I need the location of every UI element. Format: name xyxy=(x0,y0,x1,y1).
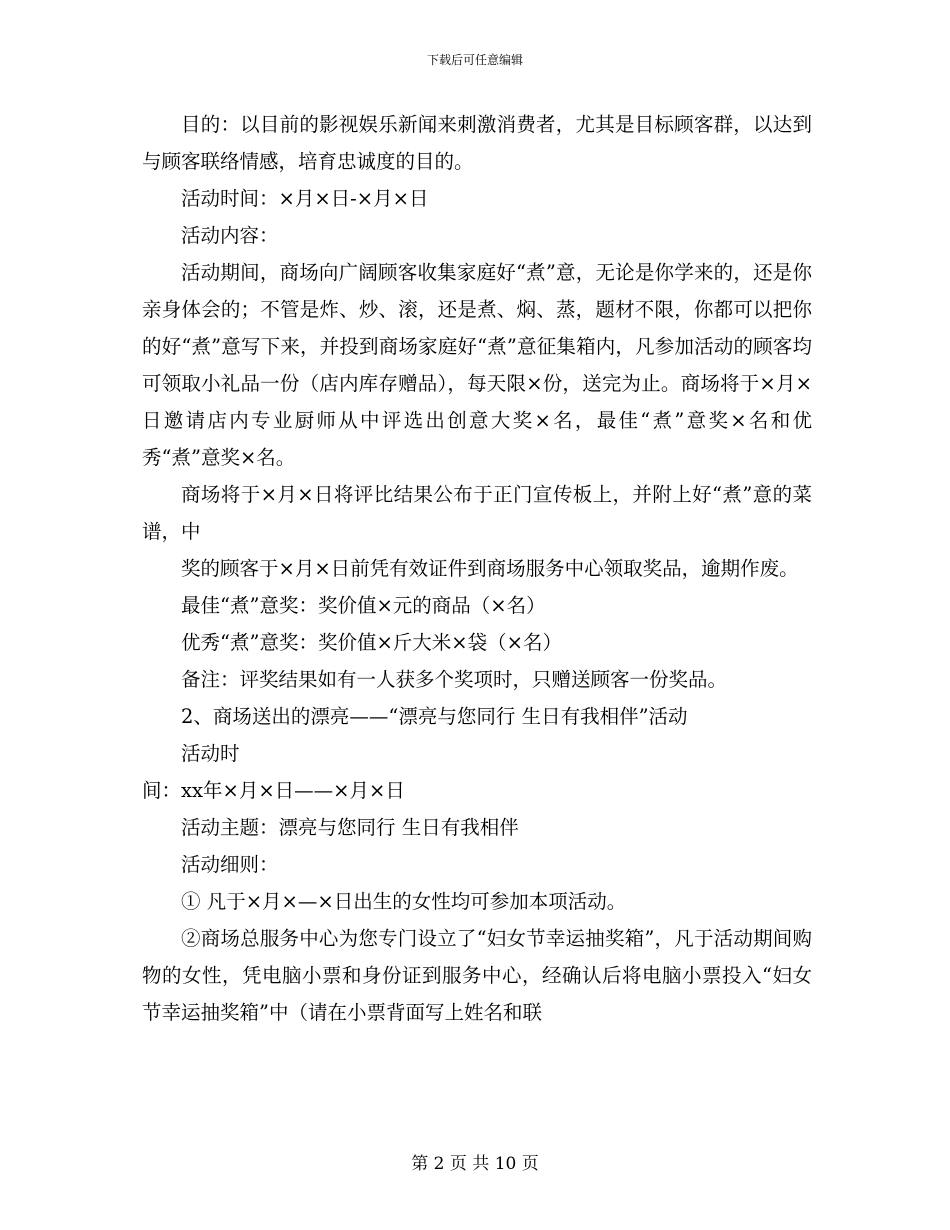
paragraph-results-announcement: 商场将于×月×日将评比结果公布于正门宣传板上，并附上好“煮”意的菜谱，中 xyxy=(142,483,812,543)
paragraph-activity-description: 活动期间，商场向广阔顾客收集家庭好“煮”意，无论是你学来的，还是你亲身体会的；不管是炸、炒、滚，还是煮、焖、蒸，题材不限，你都可以把你的好“煮”意写下来，并投到商场家庭好“煮”意征集箱内，凡参加活动的顾客均可领取小礼品一份（店内库存赠品），每天限×份，送完为止。商场将于×月×日邀请店内专业厨师从中评选出创意大奖×名，最佳“煮”意奖×名和优秀“煮”意奖×名。 xyxy=(142,261,812,469)
paragraph-rule-2: ②商场总服务中心为您专门设立了“妇女节幸运抽奖箱”，凡于活动期间购物的女性，凭电脑小票和身份证到服务中心，经确认后将电脑小票投入“妇女节幸运抽奖箱”中（请在小票背面写上姓名和联 xyxy=(142,927,812,1024)
paragraph-rule-1: ① 凡于×月×—×日出生的女性均可参加本项活动。 xyxy=(181,890,627,913)
paragraph-section-2-title: 2、商场送出的漂亮——“漂亮与您同行 生日有我相伴”活动 xyxy=(181,705,688,728)
paragraph-remark: 备注：评奖结果如有一人获多个奖项时，只赠送顾客一份奖品。 xyxy=(181,668,728,691)
paragraph-activity-time: 活动时间：×月×日-×月×日 xyxy=(181,187,429,210)
page-header: 下载后可任意编辑 xyxy=(426,53,523,67)
paragraph-best-award: 最佳“煮”意奖：奖价值×元的商品（×名） xyxy=(181,594,546,617)
paragraph-activity-theme: 活动主题：漂亮与您同行 生日有我相伴 xyxy=(181,816,519,839)
paragraph-activity-content-heading: 活动内容： xyxy=(181,224,279,247)
paragraph-activity-time-value: 间：xx年×月×日——×月×日 xyxy=(142,779,405,802)
paragraph-activity-time-label: 活动时 xyxy=(181,742,240,765)
paragraph-excellent-award: 优秀“煮”意奖：奖价值×斤大米×袋（×名） xyxy=(181,631,562,654)
paragraph-activity-rules-heading: 活动细则： xyxy=(181,853,279,876)
paragraph-purpose: 目的：以目前的影视娱乐新闻来刺激消费者，尤其是目标顾客群，以达到与顾客联络情感，培育忠诚度的目的。 xyxy=(142,113,812,173)
page-footer: 第 2 页 共 10 页 xyxy=(411,1154,539,1174)
paragraph-prize-collection: 奖的顾客于×月×日前凭有效证件到商场服务中心领取奖品，逾期作废。 xyxy=(181,557,799,580)
document-body xyxy=(142,106,812,1031)
